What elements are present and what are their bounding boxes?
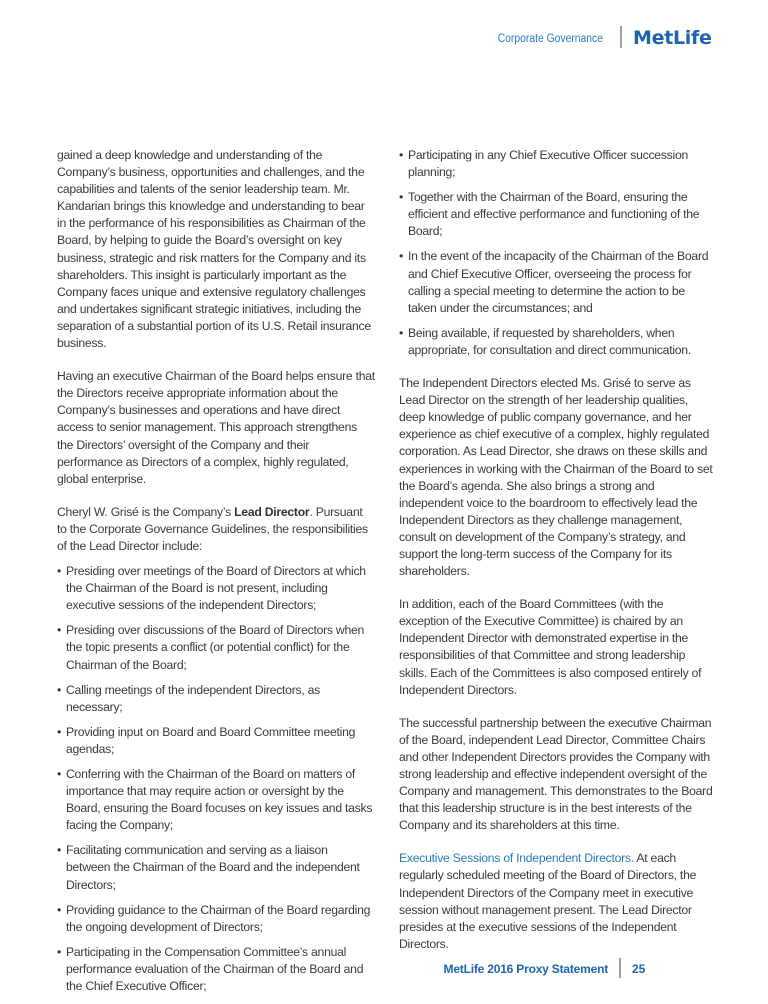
list-item: • Providing input on Board and Board Committee meeting agendas; — [57, 724, 375, 758]
paragraph-executive-sessions — [399, 850, 715, 953]
executive-sessions-heading: Executive Sessions of Independent Directors. — [399, 851, 634, 866]
list-item: • Presiding over discussions of the Board of Directors when the topic presents a conflict (or potential conflict) for the Chairman of the Board; — [57, 622, 375, 673]
footer-title: MetLife 2016 Proxy Statement — [443, 962, 608, 976]
list-item: • Conferring with the Chairman of the Board on matters of importance that may require action or oversight by the Board, ensuring the Board focuses on key issues and tasks facing the Company; — [57, 766, 375, 834]
footer-divider — [619, 958, 621, 978]
paragraph-partnership: The successful partnership between the executive Chairman of the Board, independent Lead Director, Committee Chairs and other Independent Directors provides the Company with strong leadership and effective independent oversight of the Company and management. This demonstrates to the Board that this leadership structure is in the best interests of the Company and its shareholders at this time. — [399, 715, 713, 833]
list-item: • In the event of the incapacity of the Chairman of the Board and Chief Executive Officer, overseeing the process for calling a special meeting to determine the action to be taken under the circumstances; and — [399, 248, 715, 316]
list-item: • Facilitating communication and serving as a liaison between the Chairman of the Board and the independent Directors; — [57, 842, 375, 893]
lead-director-responsibilities-list-continued — [399, 147, 715, 359]
paragraph-executive-chairman: Having an executive Chairman of the Board helps ensure that the Directors receive appropriate information about the Company’s businesses and operations and have direct access to senior management. This approach strengthens the Directors’ oversight of the Company and their performance as Directors of a complex, highly regulated, global enterprise. — [57, 369, 375, 486]
list-item: • Presiding over meetings of the Board of Directors at which the Chairman of the Board is not present, including executive sessions of the independent Directors; — [57, 563, 375, 614]
paragraph-chairman-knowledge: gained a deep knowledge and understanding of the Company’s business, opportunities and challenges, and the capabilities and talents of the senior leadership team. Mr. Kandarian brings this knowledge and understanding to bear in the performance of his responsibilities as Chairman of the Board, by helping to guide the Board’s oversight on key business, strategic and risk matters for the Company and its shareholders. This insight is particularly important as the Company faces unique and extensive regulatory challenges and undertakes significant strategic initiatives, including the separation of a substantial portion of its U.S. Retail insurance business. — [57, 148, 371, 351]
paragraph-board-committees: In addition, each of the Board Committees (with the exception of the Executive Committee) is chaired by an Independent Director with demonstrated expertise in the responsibilities of that Committee and strong leadership skills. Each of the Committees is also composed entirely of Independent Directors. — [399, 597, 702, 697]
list-item: • Being available, if requested by shareholders, when appropriate, for consultation and direct communication. — [399, 325, 715, 359]
metlife-logo: MetLife — [633, 27, 712, 49]
section-title: Corporate Governance — [497, 33, 603, 45]
paragraph-lead-director-intro — [57, 504, 375, 555]
lead-director-term: Lead Director — [234, 504, 310, 519]
lead-director-responsibilities-list — [57, 563, 375, 995]
list-item: • Together with the Chairman of the Board, ensuring the efficient and effective performance and functioning of the Board; — [399, 189, 715, 240]
lead-director-intro-rest: . Pursuant to the Corporate Governance Guidelines, the responsibilities of the Lead Director include: — [57, 504, 368, 553]
page-number: 25 — [632, 962, 646, 976]
executive-sessions-body: At each regularly scheduled meeting of the Board of Directors, the Independent Directors of the Company meet in executive session without management present. The Lead Director presides at the executive sessions of the Independent Directors. — [399, 851, 697, 951]
list-item: • Calling meetings of the independent Directors, as necessary; — [57, 682, 375, 716]
list-item: • Participating in the Compensation Committee’s annual performance evaluation of the Chairman of the Board and the Chief Executive Officer; — [57, 944, 375, 995]
lead-director-intro-text: Cheryl W. Grisé is the Company’s — [57, 504, 235, 519]
list-item: • Providing guidance to the Chairman of the Board regarding the ongoing development of Directors; — [57, 902, 375, 936]
paragraph-grise-election: The Independent Directors elected Ms. Grisé to serve as Lead Director on the strength of her leadership qualities, deep knowledge of public company governance, and her experience as chief executive of a complex, highly regulated corporation. As Lead Director, she draws on these skills and experiences in working with the Chairman of the Board to set the Board’s agenda. She also brings a strong and independent voice to the boardroom to effectively lead the Independent Directors as they challenge management, consult on development of the Company’s strategy, and support the long-term success of the Company for its shareholders. — [399, 376, 713, 579]
right-column — [399, 147, 715, 969]
header-divider — [620, 26, 622, 48]
left-column — [57, 147, 375, 1003]
page-header — [0, 26, 768, 52]
list-item: • Participating in any Chief Executive Officer succession planning; — [399, 147, 715, 181]
page-footer — [0, 958, 768, 980]
